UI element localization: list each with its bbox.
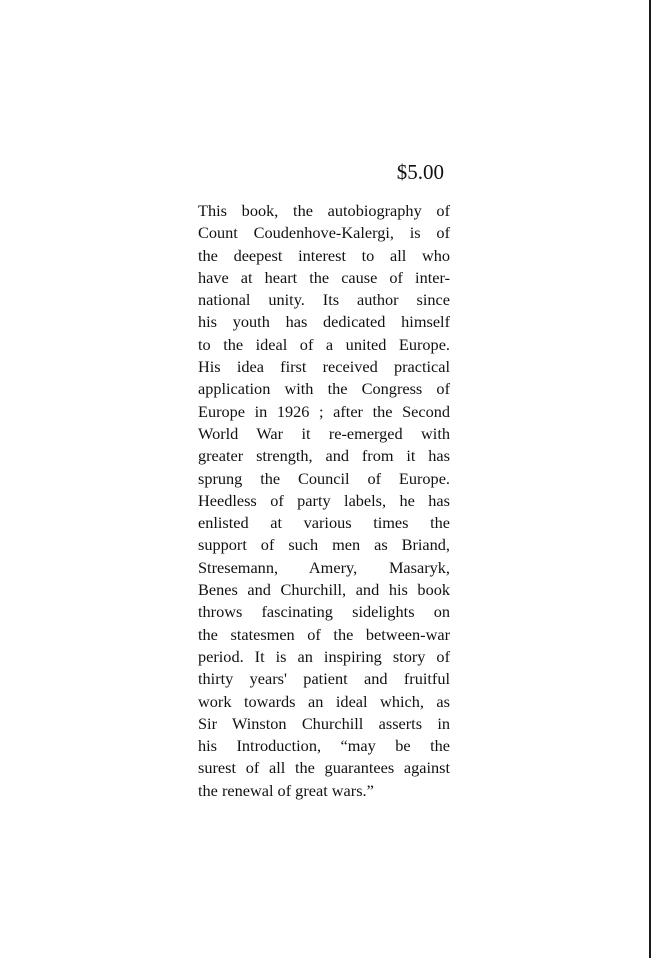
description-line: surest of all the guarantees against [198,758,450,778]
page-edge-rule [649,0,651,958]
description-line: His idea first received practical [198,357,450,377]
description-line: Count Coudenhove-Kalergi, is of [198,223,450,243]
description-line: national unity. Its author since [198,290,450,310]
description-line: World War it re-emerged with [198,423,450,443]
description-line: Sir Winston Churchill asserts in [198,713,450,733]
price-label: $5.00 [396,160,444,184]
description-line: This book, the autobiography of [198,201,450,220]
description-line: the statesmen of the between-war [198,624,450,644]
description-line: have at heart the cause of inter- [198,267,450,287]
description-line: period. It is an inspiring story of [198,646,450,666]
description-line: enlisted at various times the [198,513,450,533]
description-line: thirty years' patient and fruitful [198,669,450,689]
book-description [198,200,450,802]
description-line: sprung the Council of Europe. [198,468,450,488]
description-line: greater strength, and from it has [198,446,450,466]
description-line: Europe in 1926 ; after the Second [198,401,450,421]
description-line: work towards an ideal which, as [198,691,450,711]
description-line: the renewal of great wars.” [198,780,374,800]
description-line: throws fascinating sidelights on [198,602,450,622]
description-line: Stresemann, Amery, Masaryk, [198,557,450,577]
description-line: Heedless of party labels, he has [198,490,450,510]
description-line: his Introduction, “may be the [198,736,450,756]
description-line: his youth has dedicated himself [198,312,450,332]
description-line: the deepest interest to all who [198,245,450,265]
description-line: support of such men as Briand, [198,535,450,555]
description-line: to the ideal of a united Europe. [198,334,450,354]
description-line: application with the Congress of [198,379,450,399]
description-line: Benes and Churchill, and his book [198,580,450,600]
